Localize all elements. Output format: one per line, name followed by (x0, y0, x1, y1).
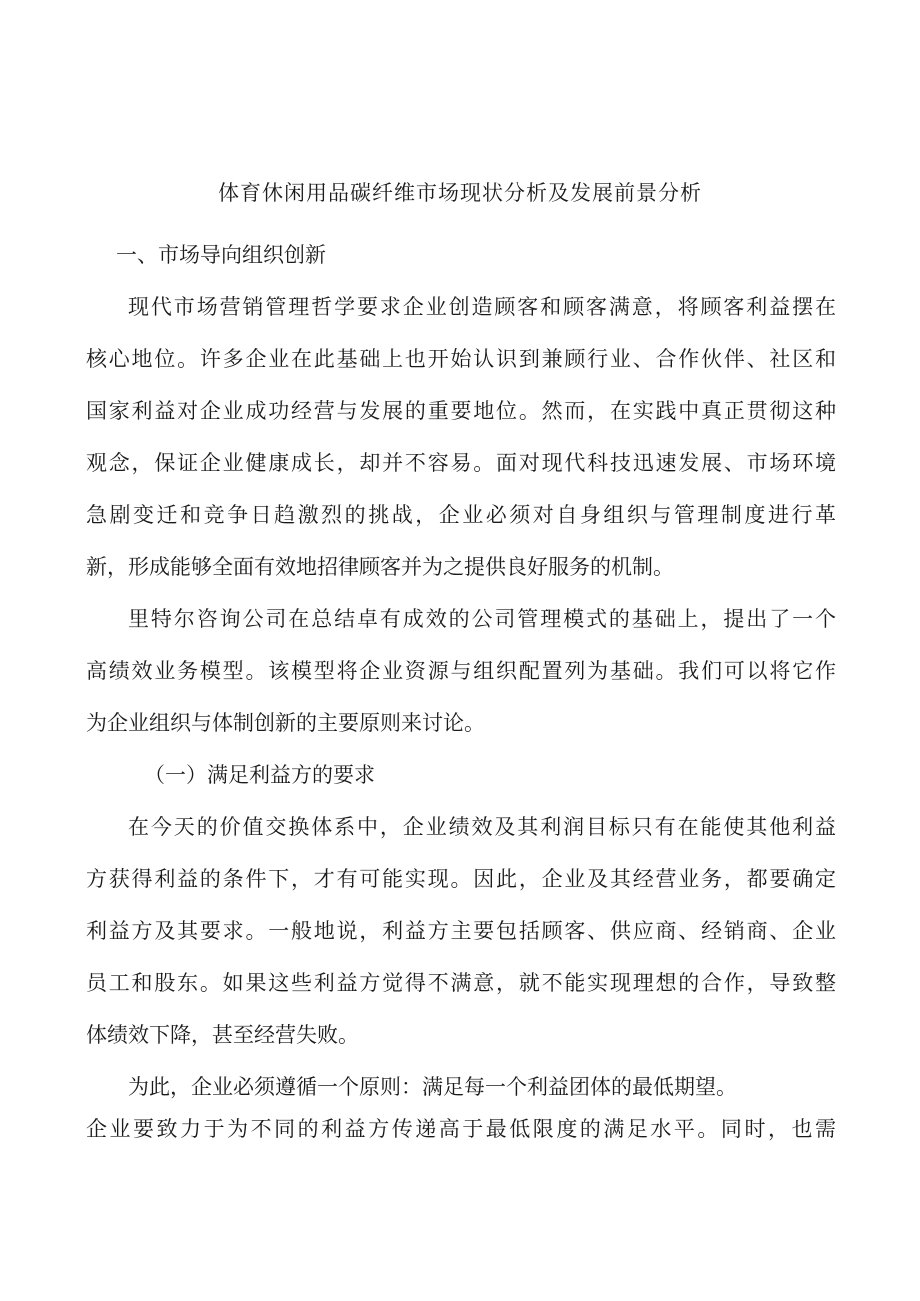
paragraph-line: 现代市场营销管理哲学要求企业创造顾客和顾客满意，将顾客利益摆在 (128, 295, 836, 319)
paragraph-line: 国家利益对企业成功经营与发展的重要地位。然而，在实践中真正贯彻这种 (86, 399, 836, 423)
paragraph-line: 急剧变迁和竞争日趋激烈的挑战，企业必须对自身组织与管理制度进行革 (86, 503, 836, 527)
paragraph-line: 利益方及其要求。一般地说，利益方主要包括顾客、供应商、经销商、企业 (86, 919, 836, 943)
paragraph-line: 观念，保证企业健康成长，却并不容易。面对现代科技迅速发展、市场环境 (86, 451, 836, 475)
paragraph-line: 里特尔咨询公司在总结卓有成效的公司管理模式的基础上，提出了一个 (128, 607, 836, 631)
paragraph-line: 企业要致力于为不同的利益方传递高于最低限度的满足水平。同时，也需 (86, 1117, 836, 1141)
document-title: 体育休闲用品碳纤维市场现状分析及发展前景分析 (218, 181, 702, 205)
paragraph-line: 方获得利益的条件下，才有可能实现。因此，企业及其经营业务，都要确定 (86, 867, 836, 891)
paragraph-line: 员工和股东。如果这些利益方觉得不满意，就不能实现理想的合作，导致整 (86, 971, 836, 995)
section-heading: 一、市场导向组织创新 (116, 243, 326, 267)
paragraph-line: 新，形成能够全面有效地招律顾客并为之提供良好服务的机制。 (86, 555, 674, 579)
paragraph-line: 体绩效下降，甚至经营失败。 (86, 1023, 359, 1047)
paragraph-line: 为企业组织与体制创新的主要原则来讨论。 (86, 711, 485, 735)
paragraph-line: 在今天的价值交换体系中，企业绩效及其利润目标只有在能使其他利益 (128, 815, 836, 839)
subsection-heading: （一）满足利益方的要求 (144, 763, 375, 787)
paragraph-line: 核心地位。许多企业在此基础上也开始认识到兼顾行业、合作伙伴、社区和 (86, 347, 836, 371)
paragraph-line: 为此，企业必须遵循一个原则：满足每一个利益团体的最低期望。 (128, 1075, 737, 1099)
paragraph-line: 高绩效业务模型。该模型将企业资源与组织配置列为基础。我们可以将它作 (86, 659, 836, 683)
